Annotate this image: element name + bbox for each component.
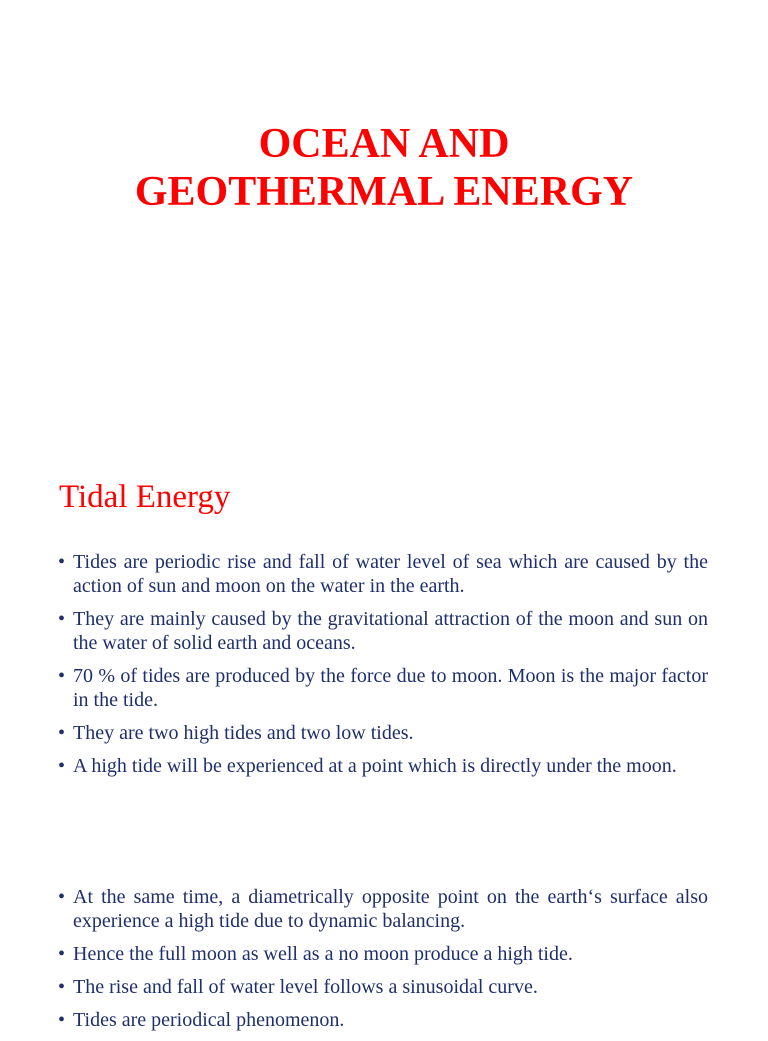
bullet-icon: • [58, 943, 66, 965]
bullet-icon: • [58, 665, 66, 687]
list-item [58, 721, 708, 745]
bullet-icon: • [58, 755, 66, 777]
bullet-icon: • [58, 551, 66, 573]
bullet-icon: • [58, 1009, 66, 1031]
list-item [58, 607, 708, 655]
list-item [58, 664, 708, 712]
bullet-list-part-2 [58, 885, 708, 1041]
bullet-icon: • [58, 608, 66, 630]
list-item [58, 885, 708, 933]
section-heading: Tidal Energy [59, 479, 231, 515]
list-item-text: Hence the full moon as well as a no moon produce a high tide. [73, 943, 573, 965]
list-item-text: At the same time, a diametrically opposite point on the earth‘s surface also experience a high tide due to dynamic balancing. [73, 886, 708, 932]
title-line-2: GEOTHERMAL ENERGY [134, 169, 634, 215]
slide-title [0, 120, 768, 216]
list-item [58, 754, 708, 778]
list-item-text: The rise and fall of water level follows a sinusoidal curve. [73, 976, 538, 998]
list-item-text: They are mainly caused by the gravitational attraction of the moon and sun on the water of solid earth and oceans. [73, 608, 708, 654]
list-item-text: 70 % of tides are produced by the force due to moon. Moon is the major factor in the tide. [73, 665, 708, 711]
bullet-icon: • [58, 886, 66, 908]
bullet-list-part-1 [58, 550, 708, 787]
title-line-1: OCEAN AND [258, 121, 510, 167]
list-item [58, 1008, 708, 1032]
list-item [58, 550, 708, 598]
bullet-icon: • [58, 722, 66, 744]
list-item-text: Tides are periodic rise and fall of water level of sea which are caused by the action of sun and moon on the water in the earth. [73, 551, 708, 597]
list-item [58, 975, 708, 999]
list-item [58, 942, 708, 966]
list-item-text: A high tide will be experienced at a point which is directly under the moon. [73, 755, 677, 777]
list-item-text: They are two high tides and two low tides. [73, 722, 414, 744]
list-item-text: Tides are periodical phenomenon. [73, 1009, 345, 1031]
bullet-icon: • [58, 976, 66, 998]
